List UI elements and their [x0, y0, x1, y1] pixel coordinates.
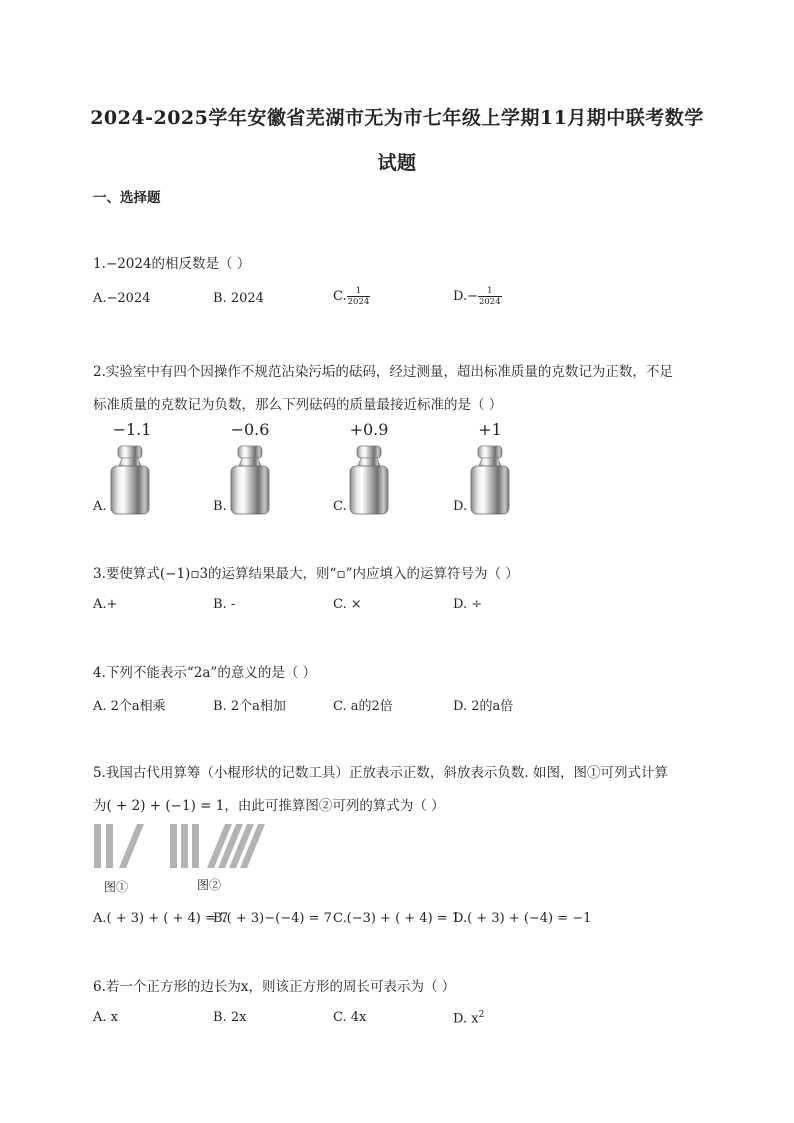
rod-upright	[94, 824, 101, 868]
q1-option-d-prefix: D.−	[453, 289, 478, 304]
q1-c-denominator: 2024	[347, 297, 370, 307]
weight-b-image	[228, 444, 272, 516]
q3-stem: 3.要使算式(−1)▫3的运算结果最大，则“▫”内应填入的运算符号为（ ）	[93, 566, 519, 582]
q6-option-a: A. x	[93, 1010, 118, 1025]
weight-a-image	[108, 444, 152, 516]
q6-option-b: B. 2x	[213, 1010, 247, 1025]
section-heading: 一、选择题	[93, 190, 161, 206]
q3-option-a: A.+	[93, 597, 118, 612]
doc-title-line1: 2024-2025学年安徽省芜湖市无为市七年级上学期11月期中联考数学	[90, 107, 704, 129]
counting-rods-figure-1	[92, 822, 154, 870]
q4-option-d: D. 2的a倍	[453, 699, 514, 714]
q2-line2: 标准质量的克数记为负数，那么下列砝码的质量最接近标准的是（ ）	[93, 397, 503, 413]
q1-d-numerator: 1	[478, 286, 502, 297]
q3-option-d: D. ÷	[453, 597, 483, 612]
q4-stem: 4.下列不能表示“2a”的意义的是（ ）	[93, 665, 317, 681]
q2-option-c: C.	[333, 499, 347, 514]
q5-line1: 5.我国古代用算筹（小棍形状的记数工具）正放表示正数，斜放表示负数. 如图，图①可列式计算	[93, 765, 668, 781]
weight-b	[220, 420, 280, 516]
q5-option-d: D.( + 3) + (−4) = −1	[453, 911, 592, 926]
doc-title-line2: 试题	[377, 152, 417, 174]
q6-option-c: C. 4x	[333, 1010, 367, 1025]
q6-option-d-exponent: 2	[478, 1010, 485, 1020]
q1-option-c-prefix: C.	[333, 289, 347, 304]
weight-c-image	[347, 444, 391, 516]
counting-rods-figure-2	[168, 822, 278, 870]
figure-1-caption: 图①	[104, 880, 129, 894]
q5-option-b: B.( + 3)−(−4) = 7	[213, 911, 332, 926]
q4-option-c: C. a的2倍	[333, 699, 393, 714]
q4-option-b: B. 2个a相加	[213, 699, 286, 714]
q1-c-numerator: 1	[347, 286, 371, 297]
rod-upright	[181, 824, 188, 868]
q1-c-fraction	[347, 286, 371, 307]
q6-option-d-base: D. x	[453, 1011, 479, 1027]
weight-b-value: −0.6	[230, 420, 270, 439]
q1-stem: 1.−2024的相反数是（ ）	[93, 256, 251, 272]
weight-a-value: −1.1	[112, 420, 152, 439]
q5-option-c: C.(−3) + ( + 4) = 1	[333, 911, 461, 926]
rod-slanted	[119, 824, 144, 868]
q5-option-a: A.( + 3) + ( + 4) = 7	[93, 911, 229, 926]
rod-upright	[170, 824, 177, 868]
figure-2-caption: 图②	[197, 878, 222, 892]
q1-option-c	[333, 286, 370, 307]
q6-option-d	[453, 1010, 484, 1026]
rod-upright	[192, 824, 199, 868]
q5-line2: 为( + 2) + (−1) = 1，由此可推算图②可列的算式为（ ）	[93, 798, 445, 814]
q1-option-b: B. 2024	[213, 291, 264, 306]
q1-d-fraction	[478, 286, 502, 307]
rod-upright	[106, 824, 113, 868]
q1-option-a: A.−2024	[93, 291, 151, 306]
weight-c	[339, 420, 399, 516]
q2-line1: 2.实验室中有四个因操作不规范沾染污垢的砝码，经过测量，超出标准质量的克数记为正数，不足	[93, 364, 673, 380]
q2-option-d: D.	[453, 499, 468, 514]
weight-a	[102, 420, 162, 516]
weight-d	[460, 420, 520, 516]
q1-option-d	[453, 286, 502, 307]
q4-option-a: A. 2个a相乘	[93, 699, 166, 714]
q1-d-denominator: 2024	[478, 297, 501, 307]
q2-option-a: A.	[93, 499, 107, 514]
q3-option-c: C. ×	[333, 597, 362, 612]
weight-d-value: +1	[478, 420, 502, 439]
weight-d-image	[468, 444, 512, 516]
q6-stem: 6.若一个正方形的边长为x，则该正方形的周长可表示为（ ）	[93, 979, 456, 995]
weight-c-value: +0.9	[349, 420, 389, 439]
q3-option-b: B. -	[213, 597, 236, 612]
q2-option-b: B.	[213, 499, 227, 514]
